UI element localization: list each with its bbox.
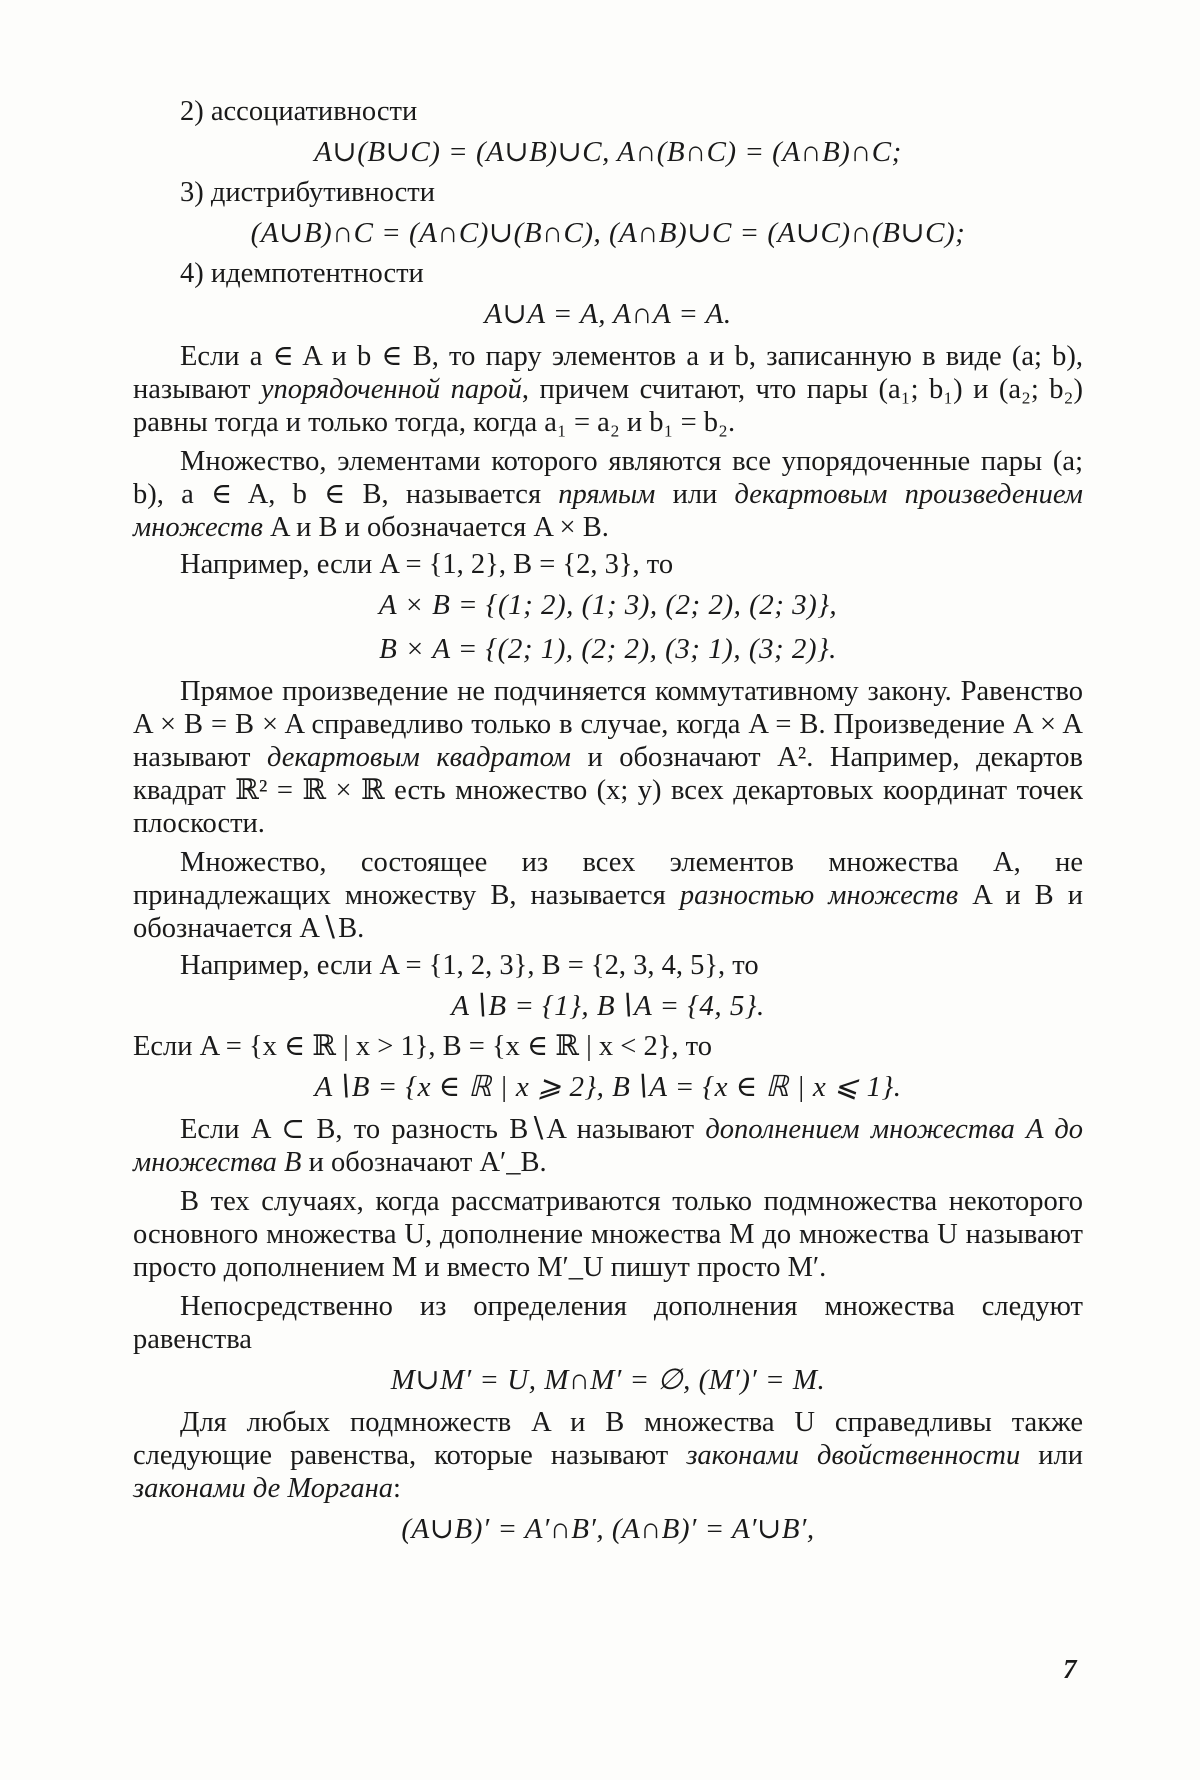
- page-number: 7: [1063, 1654, 1077, 1684]
- complement-universal-paragraph: [133, 1185, 1083, 1284]
- de-morgan-text-3: :: [392, 1473, 401, 1504]
- commutativity-text-1: Прямое произведение не подчиняется коммутативному закону. Равенство A × B = B × A справедливо только в случае, когда A = B. Произведение A × A называют: [133, 676, 1083, 773]
- cartesian-formula-2: B × A = {(2; 1), (2; 2), (3; 1), (3; 2)}.: [379, 633, 837, 665]
- page-content: [133, 92, 1083, 1553]
- complement-paragraph: [133, 1113, 1083, 1179]
- difference-formula-1: A∖B = {1}, B∖A = {4, 5}.: [451, 990, 765, 1022]
- commutativity-term: декартовым квадратом: [266, 742, 571, 773]
- difference-text-1: Множество, состоящее из всех элементов множества A, не принадлежащих множеству B, называется: [133, 847, 1083, 911]
- de-morgan-paragraph: [133, 1406, 1083, 1505]
- de-morgan-text-2: или: [1020, 1440, 1083, 1471]
- cartesian-paragraph: [133, 445, 1083, 544]
- de-morgan-text-1: Для любых подмножеств A и B множества U справедливы также следующие равенства, которые называют: [133, 1407, 1083, 1471]
- complement-formula: M∪M′ = U, M∩M′ = ∅, (M′)′ = M.: [390, 1364, 826, 1396]
- cartesian-text-3: A и B и обозначается A × B.: [262, 512, 609, 543]
- de-morgan-term: законами двойственности: [686, 1440, 1021, 1471]
- difference-example: Например, если A = {1, 2, 3}, B = {2, 3, 4, 5}, то: [180, 950, 759, 981]
- cartesian-term: прямым: [558, 479, 656, 510]
- complement-text-3: В тех случаях, когда рассматриваются только подмножества некоторого основного множества U, дополнение множества M до множества U называют просто дополнением M и вместо M′_U пишут просто M′.: [133, 1186, 1083, 1283]
- ordered-pair-term: упорядоченной парой: [260, 374, 522, 405]
- idempotence-formula: A∪A = A, A∩A = A.: [484, 298, 732, 330]
- complement-text-4: Непосредственно из определения дополнения множества следуют равенства: [133, 1291, 1083, 1355]
- difference-text-2: A и B и обозначается A∖B.: [133, 880, 1083, 944]
- cartesian-text-1: Множество, элементами которого являются все упорядоченные пары (a; b), a ∈ A, b ∈ B, называется: [133, 446, 1083, 510]
- ordered-pair-paragraph: [133, 340, 1083, 439]
- commutativity-text-2: и обозначают A². Например, декартов квадрат ℝ² = ℝ × ℝ есть множество (x; y) всех декартовых координат точек плоскости.: [133, 742, 1083, 839]
- ordered-pair-text-2: , причем считают, что пары (a₁; b₁) и (a₂; b₂) равны тогда и только тогда, когда a₁ = a₂ и b₁ = b₂.: [133, 374, 1083, 438]
- cartesian-formula-1: A × B = {(1; 2), (1; 3), (2; 2), (2; 3)},: [378, 589, 838, 621]
- complement-text-1: Если A ⊂ B, то разность B∖A называют: [180, 1114, 706, 1145]
- difference-term: разностью множеств: [679, 880, 959, 911]
- idempotence-label: 4) идемпотентности: [180, 258, 424, 289]
- complement-term: дополнением множества A до множества B: [133, 1114, 1083, 1178]
- distributivity-label: 3) дистрибутивности: [180, 177, 435, 208]
- ordered-pair-text-1: Если a ∈ A и b ∈ B, то пару элементов a и b, записанную в виде (a; b), называют: [133, 341, 1083, 405]
- associativity-label: 2) ассоциативности: [180, 96, 418, 127]
- de-morgan-term-2: законами де Моргана: [133, 1473, 393, 1504]
- complement-equalities-paragraph: [133, 1290, 1083, 1356]
- associativity-formula: A∪(B∪C) = (A∪B)∪C, A∩(B∩C) = (A∩B)∩C;: [314, 136, 902, 168]
- commutativity-paragraph: [133, 675, 1083, 840]
- de-morgan-formula: (A∪B)′ = A′∩B′, (A∩B)′ = A′∪B′,: [401, 1513, 815, 1545]
- difference-formula-2: A∖B = {x ∈ ℝ | x ⩾ 2}, B∖A = {x ∈ ℝ | x ⩽ 1}.: [314, 1071, 902, 1103]
- complement-text-2: и обозначают A′_B.: [301, 1147, 547, 1178]
- difference-example-2: Если A = {x ∈ ℝ | x > 1}, B = {x ∈ ℝ | x < 2}, то: [133, 1031, 712, 1062]
- cartesian-term-2: декартовым произведением множеств: [133, 479, 1083, 543]
- difference-paragraph: [133, 846, 1083, 945]
- cartesian-example: Например, если A = {1, 2}, B = {2, 3}, то: [180, 549, 674, 580]
- distributivity-formula: (A∪B)∩C = (A∩C)∪(B∩C), (A∩B)∪C = (A∪C)∩(B∪C);: [250, 217, 966, 249]
- cartesian-text-2: или: [655, 479, 735, 510]
